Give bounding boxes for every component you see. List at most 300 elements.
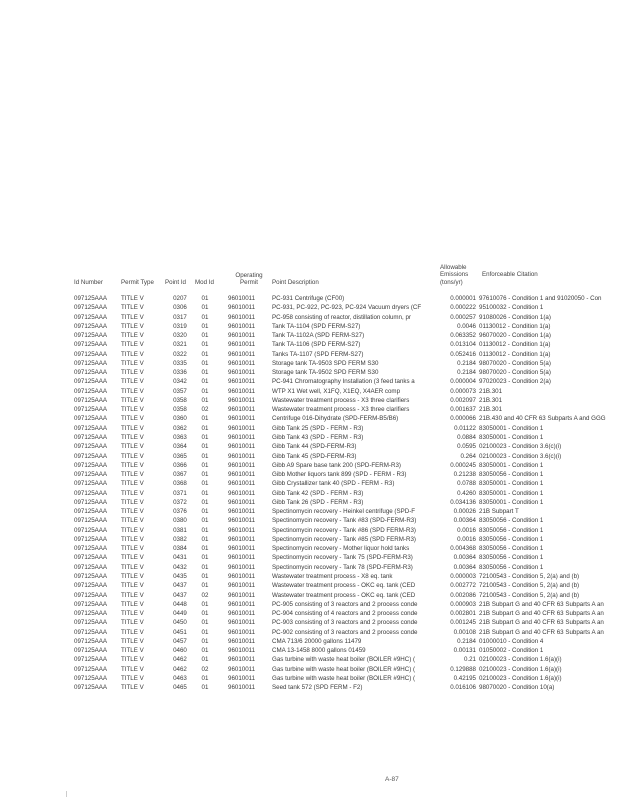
cell-module-id: 01 xyxy=(201,480,209,488)
cell-allowable-emissions: 0.0884 xyxy=(457,433,476,441)
cell-point-id: 0207 xyxy=(173,295,187,302)
cell-enforceable-citation: 83050056 - Condition 1 xyxy=(479,554,544,562)
cell-facility-id: 097125AAA xyxy=(74,433,108,441)
cell-module-id: 01 xyxy=(201,471,209,479)
cell-enforceable-citation: 21B Subpart T xyxy=(479,508,519,516)
cell-point-id: 0319 xyxy=(173,322,187,330)
cell-allowable-emissions: 0.00364 xyxy=(453,517,476,525)
cell-enforceable-citation: 21B Subpart G and 40 CFR 63 Subparts A an xyxy=(479,600,604,608)
cell-facility-id: 097125AAA xyxy=(74,674,108,682)
table-row xyxy=(0,563,618,572)
cell-operating-permit: 96010011 xyxy=(228,452,256,460)
cell-permit-type: TITLE V xyxy=(121,656,144,664)
cell-point-id: 0321 xyxy=(173,341,187,349)
cell-module-id: 01 xyxy=(201,369,209,377)
cell-operating-permit: 96010011 xyxy=(228,674,256,682)
table-row xyxy=(0,433,618,442)
cell-point-description: Centrifuge 016-Dihydrate (SPD-FERM-B5/B6) xyxy=(272,415,399,423)
cell-operating-permit: 96010011 xyxy=(228,600,256,608)
cell-facility-id: 097125AAA xyxy=(74,628,108,636)
cell-enforceable-citation: 72100543 - Condition 5, 2(a) and (b) xyxy=(479,591,580,599)
cell-point-description: Gibb Tank 25 (SPD - FERM - R3) xyxy=(272,424,364,432)
cell-facility-id: 097125AAA xyxy=(74,554,108,562)
cell-permit-type: TITLE V xyxy=(121,508,144,516)
header-module-id: Mod Id xyxy=(195,279,214,286)
cell-permit-type: TITLE V xyxy=(121,600,144,608)
cell-operating-permit: 96010011 xyxy=(228,545,256,553)
cell-point-description: Wastewater treatment process - X8 eq. tank xyxy=(272,572,393,580)
cell-point-id: 0460 xyxy=(173,647,187,655)
table-row xyxy=(0,461,618,470)
cell-point-description: Tank TA-1102A (SPD FERM-S27) xyxy=(272,332,365,340)
table-row xyxy=(0,424,618,433)
cell-facility-id: 097125AAA xyxy=(74,322,108,330)
cell-allowable-emissions: 0.00364 xyxy=(453,563,476,571)
table-row xyxy=(0,609,618,618)
cell-allowable-emissions: 0.42195 xyxy=(453,674,476,682)
cell-facility-id: 097125AAA xyxy=(74,359,108,367)
cell-facility-id: 097125AAA xyxy=(74,415,108,423)
cell-module-id: 01 xyxy=(201,498,209,506)
cell-permit-type: TITLE V xyxy=(121,387,144,395)
cell-permit-type: TITLE V xyxy=(121,619,144,627)
header-allowable-line2: Emissions xyxy=(440,271,469,279)
cell-allowable-emissions: 0.000004 xyxy=(450,378,476,386)
cell-allowable-emissions: 0.2184 xyxy=(457,637,476,645)
cell-point-id: 0335 xyxy=(173,359,187,367)
cell-enforceable-citation: 83050001 - Condition 1 xyxy=(479,489,544,497)
cell-operating-permit: 96010011 xyxy=(228,341,256,349)
cell-point-description: Storage tank TA-9503 SPD FERM S30 xyxy=(272,359,379,367)
cell-permit-type: TITLE V xyxy=(121,359,144,367)
cell-point-id: 0322 xyxy=(173,350,187,358)
cell-facility-id: 097125AAA xyxy=(74,387,108,395)
cell-facility-id: 097125AAA xyxy=(74,424,108,432)
cell-enforceable-citation: 21B.430 and 40 CFR 63 Subparts A and GGG xyxy=(479,415,606,423)
cell-allowable-emissions: 0.004368 xyxy=(450,545,476,553)
cell-point-id: 0357 xyxy=(173,387,187,395)
table-row xyxy=(0,340,618,349)
cell-permit-type: TITLE V xyxy=(121,304,144,312)
cell-point-description: Spectinomycin recovery - Tank #86 (SPD FERM-R3) xyxy=(272,526,416,534)
cell-allowable-emissions: 0.0788 xyxy=(457,480,476,488)
cell-point-description: Tank TA-1104 (SPD FERM-S27) xyxy=(272,322,361,330)
cell-point-description: Spectinomycin recovery - Mother liquor hold tanks xyxy=(272,545,410,553)
cell-allowable-emissions: 0.21238 xyxy=(453,471,476,479)
table-row xyxy=(0,637,618,646)
cell-module-id: 01 xyxy=(201,378,209,386)
cell-point-description: CMA 713/6 20000 gallons 11479 xyxy=(272,637,362,645)
cell-permit-type: TITLE V xyxy=(121,295,144,302)
cell-point-description: PC-941 Chromatography Installation (3 feed tanks a xyxy=(272,378,415,386)
cell-point-description: PC-931 Centrifuge (CF00) xyxy=(272,295,345,302)
cell-module-id: 01 xyxy=(201,350,209,358)
cell-enforceable-citation: 83050001 - Condition 1 xyxy=(479,424,544,432)
cell-operating-permit: 96010011 xyxy=(228,619,256,627)
cell-point-id: 0380 xyxy=(173,517,187,525)
cell-enforceable-citation: 01130012 - Condition 1(a) xyxy=(479,350,551,358)
header-operating-permit-line1: Operating xyxy=(235,272,263,279)
cell-module-id: 01 xyxy=(201,359,209,367)
cell-enforceable-citation: 83050056 - Condition 1 xyxy=(479,535,544,543)
cell-allowable-emissions: 0.002086 xyxy=(450,591,476,599)
cell-point-id: 0320 xyxy=(173,332,187,340)
table-row xyxy=(0,442,618,451)
cell-operating-permit: 96010011 xyxy=(228,684,256,692)
cell-module-id: 01 xyxy=(201,674,209,682)
cell-enforceable-citation: 83050001 - Condition 1 xyxy=(479,461,544,469)
cell-enforceable-citation: 83050056 - Condition 1 xyxy=(479,545,544,553)
cell-enforceable-citation: 97020023 - Condition 2(a) xyxy=(479,378,551,386)
cell-operating-permit: 96010011 xyxy=(228,628,256,636)
table-row xyxy=(0,368,618,377)
table-row xyxy=(0,479,618,488)
cell-module-id: 01 xyxy=(201,637,209,645)
cell-enforceable-citation: 83050001 - Condition 1 xyxy=(479,433,544,441)
cell-point-id: 0450 xyxy=(173,619,187,627)
cell-facility-id: 097125AAA xyxy=(74,295,108,302)
cell-module-id: 01 xyxy=(201,508,209,516)
table-row xyxy=(0,359,618,368)
cell-point-id: 0381 xyxy=(173,526,187,534)
table-row xyxy=(0,535,618,544)
cell-permit-type: TITLE V xyxy=(121,517,144,525)
cell-allowable-emissions: 0.00364 xyxy=(453,554,476,562)
cell-facility-id: 097125AAA xyxy=(74,461,108,469)
cell-module-id: 01 xyxy=(201,647,209,655)
cell-operating-permit: 96010011 xyxy=(228,461,256,469)
cell-point-description: PC-903 consisting of 3 reactors and 2 process conde xyxy=(272,619,418,627)
cell-point-id: 0432 xyxy=(173,563,187,571)
table-row xyxy=(0,553,618,562)
cell-point-id: 0382 xyxy=(173,535,187,543)
cell-facility-id: 097125AAA xyxy=(74,600,108,608)
cell-permit-type: TITLE V xyxy=(121,471,144,479)
cell-facility-id: 097125AAA xyxy=(74,610,108,618)
cell-allowable-emissions: 0.002772 xyxy=(450,582,476,590)
cell-operating-permit: 96010011 xyxy=(228,415,256,423)
cell-point-description: Gibb A9 Spare base tank 200 (SPD-FERM-R3) xyxy=(272,461,401,469)
cell-facility-id: 097125AAA xyxy=(74,508,108,516)
cell-module-id: 02 xyxy=(201,591,209,599)
cell-point-id: 0462 xyxy=(173,656,187,664)
cell-point-description: Wastewater treatment process - OKC eq. tank (CED xyxy=(272,591,416,599)
table-row xyxy=(0,618,618,627)
cell-operating-permit: 96010011 xyxy=(228,656,256,664)
cell-permit-type: TITLE V xyxy=(121,369,144,377)
cell-permit-type: TITLE V xyxy=(121,665,144,673)
table-row xyxy=(0,405,618,414)
cell-allowable-emissions: 0.4260 xyxy=(457,489,476,497)
cell-allowable-emissions: 0.000903 xyxy=(450,600,476,608)
cell-module-id: 01 xyxy=(201,572,209,580)
cell-enforceable-citation: 21B.301 xyxy=(479,406,503,414)
cell-module-id: 01 xyxy=(201,489,209,497)
cell-facility-id: 097125AAA xyxy=(74,332,108,340)
cell-operating-permit: 96010011 xyxy=(228,295,256,302)
cell-point-description: Gibb Tank 42 (SPD - FERM - R3) xyxy=(272,489,364,497)
cell-permit-type: TITLE V xyxy=(121,452,144,460)
cell-point-id: 0462 xyxy=(173,665,187,673)
table-row xyxy=(0,303,618,312)
cell-permit-type: TITLE V xyxy=(121,489,144,497)
cell-module-id: 01 xyxy=(201,415,209,423)
cell-enforceable-citation: 01130012 - Condition 1(a) xyxy=(479,322,551,330)
cell-facility-id: 097125AAA xyxy=(74,582,108,590)
table-row xyxy=(0,350,618,359)
cell-module-id: 01 xyxy=(201,545,209,553)
cell-enforceable-citation: 21B Subpart G and 40 CFR 63 Subparts A an xyxy=(479,610,604,618)
cell-facility-id: 097125AAA xyxy=(74,341,108,349)
cell-point-id: 0371 xyxy=(173,489,187,497)
cell-point-description: Seed tank 572 (SPD FERM - F2) xyxy=(272,684,363,692)
cell-facility-id: 097125AAA xyxy=(74,406,108,414)
cell-facility-id: 097125AAA xyxy=(74,591,108,599)
cell-point-id: 0465 xyxy=(173,684,187,692)
cell-operating-permit: 96010011 xyxy=(228,480,256,488)
cell-enforceable-citation: 83050056 - Condition 1 xyxy=(479,517,544,525)
cell-module-id: 01 xyxy=(201,619,209,627)
cell-permit-type: TITLE V xyxy=(121,591,144,599)
cell-permit-type: TITLE V xyxy=(121,535,144,543)
cell-enforceable-citation: 02100023 - Condition 1.6(a)(i) xyxy=(479,674,562,682)
cell-module-id: 01 xyxy=(201,610,209,618)
cell-operating-permit: 96010011 xyxy=(228,637,256,645)
cell-operating-permit: 96010011 xyxy=(228,554,256,562)
cell-enforceable-citation: 83050056 - Condition 1 xyxy=(479,471,544,479)
cell-facility-id: 097125AAA xyxy=(74,480,108,488)
cell-permit-type: TITLE V xyxy=(121,674,144,682)
cell-point-id: 0363 xyxy=(173,433,187,441)
cell-operating-permit: 96010011 xyxy=(228,369,256,377)
table-row xyxy=(0,498,618,507)
cell-permit-type: TITLE V xyxy=(121,322,144,330)
table-row xyxy=(0,600,618,609)
header-facility-id: Id Number xyxy=(74,279,103,286)
cell-point-id: 0317 xyxy=(173,313,187,321)
header-allowable-line3: (tons/yr) xyxy=(440,278,463,286)
cell-operating-permit: 96010011 xyxy=(228,387,256,395)
cell-module-id: 01 xyxy=(201,656,209,664)
table-row xyxy=(0,516,618,525)
table-row xyxy=(0,331,618,340)
cell-point-description: PC-904 consisting of 4 reactors and 2 process conde xyxy=(272,610,418,618)
cell-module-id: 01 xyxy=(201,582,209,590)
cell-point-description: Wastewater treatment process - X3 three clarifiers xyxy=(272,396,410,404)
cell-permit-type: TITLE V xyxy=(121,628,144,636)
page-number: A-87 xyxy=(385,776,399,783)
cell-module-id: 01 xyxy=(201,563,209,571)
cell-facility-id: 097125AAA xyxy=(74,535,108,543)
cell-module-id: 02 xyxy=(201,665,209,673)
table-row xyxy=(0,591,618,600)
cell-allowable-emissions: 0.000245 xyxy=(450,461,476,469)
cell-permit-type: TITLE V xyxy=(121,443,144,451)
cell-point-description: Gibb Tank 45 (SPD-FERM-R3) xyxy=(272,452,357,460)
cell-permit-type: TITLE V xyxy=(121,498,144,506)
cell-operating-permit: 96010011 xyxy=(228,535,256,543)
cell-enforceable-citation: 21B Subpart G and 40 CFR 63 Subparts A an xyxy=(479,628,604,636)
table-row xyxy=(0,665,618,674)
cell-facility-id: 097125AAA xyxy=(74,656,108,664)
cell-point-description: WTP X1 Wet well, X1FQ, X1EQ, X4AER comp xyxy=(272,387,401,395)
table-row xyxy=(0,646,618,655)
cell-module-id: 01 xyxy=(201,313,209,321)
cell-point-id: 0362 xyxy=(173,424,187,432)
cell-enforceable-citation: 83050056 - Condition 1 xyxy=(479,526,544,534)
cell-facility-id: 097125AAA xyxy=(74,396,108,404)
cell-module-id: 01 xyxy=(201,461,209,469)
cell-facility-id: 097125AAA xyxy=(74,665,108,673)
cell-operating-permit: 96010011 xyxy=(228,304,256,312)
cell-permit-type: TITLE V xyxy=(121,433,144,441)
cell-operating-permit: 96010011 xyxy=(228,350,256,358)
cell-point-id: 0360 xyxy=(173,415,187,423)
cell-operating-permit: 96010011 xyxy=(228,508,256,516)
cell-module-id: 01 xyxy=(201,628,209,636)
cell-module-id: 01 xyxy=(201,396,209,404)
cell-permit-type: TITLE V xyxy=(121,350,144,358)
cell-operating-permit: 96010011 xyxy=(228,443,256,451)
cell-point-description: Spectinomycin recovery - Tank 75 (SPD-FERM-R3) xyxy=(272,554,413,562)
cell-point-description: Wastewater treatment process - OKC eq. tank (CED xyxy=(272,582,416,590)
cell-point-id: 0437 xyxy=(173,582,187,590)
cell-permit-type: TITLE V xyxy=(121,415,144,423)
cell-facility-id: 097125AAA xyxy=(74,619,108,627)
cell-enforceable-citation: 96070020 - Condition 1(a) xyxy=(479,332,551,340)
cell-permit-type: TITLE V xyxy=(121,396,144,404)
cell-operating-permit: 96010011 xyxy=(228,489,256,497)
cell-point-description: PC-931, PC-922, PC-923, PC-924 Vacuum dryers (CF xyxy=(272,304,422,312)
cell-point-description: Tank TA-1106 (SPD FERM-S27) xyxy=(272,341,361,349)
cell-point-id: 0463 xyxy=(173,674,187,682)
table-row xyxy=(0,452,618,461)
cell-allowable-emissions: 0.001637 xyxy=(450,406,476,414)
cell-point-description: Storage tank TA-9502 SPD FERM S30 xyxy=(272,369,379,377)
cell-allowable-emissions: 0.01122 xyxy=(454,424,476,432)
cell-enforceable-citation: 01050002 - Condition 1 xyxy=(479,647,544,655)
cell-allowable-emissions: 0.000257 xyxy=(450,313,476,321)
cell-enforceable-citation: 83050001 - Condition 1 xyxy=(479,480,544,488)
cell-enforceable-citation: 83050001 - Condition 1 xyxy=(479,498,544,506)
cell-module-id: 01 xyxy=(201,304,209,312)
cell-facility-id: 097125AAA xyxy=(74,350,108,358)
cell-allowable-emissions: 0.063352 xyxy=(450,332,476,340)
cell-point-id: 0364 xyxy=(173,443,187,451)
cell-facility-id: 097125AAA xyxy=(74,498,108,506)
cell-point-description: Gibb Mother liquors tank 899 (SPD - FERM - R3) xyxy=(272,471,407,479)
cell-enforceable-citation: 21B.301 xyxy=(479,396,503,404)
cell-permit-type: TITLE V xyxy=(121,480,144,488)
cell-point-id: 0358 xyxy=(173,406,187,414)
table-row xyxy=(0,572,618,581)
cell-permit-type: TITLE V xyxy=(121,313,144,321)
header-operating-permit xyxy=(226,272,272,287)
table-row xyxy=(0,377,618,386)
cell-permit-type: TITLE V xyxy=(121,684,144,692)
cell-facility-id: 097125AAA xyxy=(74,378,108,386)
cell-operating-permit: 96010011 xyxy=(228,313,256,321)
cell-module-id: 01 xyxy=(201,600,209,608)
cell-module-id: 01 xyxy=(201,554,209,562)
cell-allowable-emissions: 0.0046 xyxy=(457,322,476,330)
cell-operating-permit: 96010011 xyxy=(228,471,256,479)
cell-allowable-emissions: 0.000222 xyxy=(450,304,476,312)
cell-point-description: Gas turbine with waste heat boiler (BOILER #9HC) ( xyxy=(272,656,416,664)
header-enforceable-citation: Enforceable Citation xyxy=(482,271,538,278)
cell-facility-id: 097125AAA xyxy=(74,563,108,571)
cell-point-id: 0366 xyxy=(173,461,187,469)
cell-point-id: 0451 xyxy=(173,628,187,636)
cell-operating-permit: 96010011 xyxy=(228,322,256,330)
cell-facility-id: 097125AAA xyxy=(74,443,108,451)
cell-permit-type: TITLE V xyxy=(121,563,144,571)
cell-point-description: Gibb Tank 26 (SPD - FERM - R3) xyxy=(272,498,364,506)
cell-module-id: 01 xyxy=(201,341,209,349)
cell-facility-id: 097125AAA xyxy=(74,369,108,377)
cell-operating-permit: 96010011 xyxy=(228,610,256,618)
cell-point-id: 0358 xyxy=(173,396,187,404)
cell-enforceable-citation: 98070020 - Condition 5(a) xyxy=(479,359,551,367)
cell-point-id: 0336 xyxy=(173,369,187,377)
cell-point-description: Wastewater treatment process - X3 three clarifiers xyxy=(272,406,410,414)
cell-enforceable-citation: 72100543 - Condition 5, 2(a) and (b) xyxy=(479,572,580,580)
header-point-id: Point Id xyxy=(165,279,186,286)
table-row xyxy=(0,674,618,683)
header-point-description: Point Description xyxy=(272,279,319,286)
cell-allowable-emissions: 0.2184 xyxy=(457,359,476,367)
cell-operating-permit: 96010011 xyxy=(228,563,256,571)
header-allowable-emissions xyxy=(440,264,468,286)
cell-point-id: 0431 xyxy=(173,554,187,562)
cell-point-id: 0448 xyxy=(173,600,187,608)
cell-point-description: Gas turbine with waste heat boiler (BOILER #9HC) ( xyxy=(272,665,416,673)
cell-permit-type: TITLE V xyxy=(121,582,144,590)
cell-module-id: 01 xyxy=(201,535,209,543)
cell-allowable-emissions: 0.264 xyxy=(460,452,476,460)
cell-point-id: 0368 xyxy=(173,480,187,488)
header-operating-permit-line2: Permit xyxy=(240,279,258,287)
cell-operating-permit: 96010011 xyxy=(228,582,256,590)
cell-operating-permit: 96010011 xyxy=(228,406,256,414)
table-row xyxy=(0,683,618,692)
cell-allowable-emissions: 0.013104 xyxy=(450,341,476,349)
table-row xyxy=(0,387,618,396)
cell-enforceable-citation: 02100023 - Condition 1.6(a)(i) xyxy=(479,665,562,673)
cell-permit-type: TITLE V xyxy=(121,424,144,432)
cell-point-description: Tanks TA-1107 (SPD FERM-S27) xyxy=(272,350,364,358)
cell-permit-type: TITLE V xyxy=(121,378,144,386)
cell-module-id: 02 xyxy=(201,406,209,414)
cell-module-id: 01 xyxy=(201,387,209,395)
cell-allowable-emissions: 0.000001 xyxy=(450,295,476,302)
cell-permit-type: TITLE V xyxy=(121,341,144,349)
cell-point-id: 0457 xyxy=(173,637,187,645)
cell-module-id: 01 xyxy=(201,433,209,441)
cell-facility-id: 097125AAA xyxy=(74,313,108,321)
cell-point-description: Spectinomycin recovery - Tank #83 (SPD-FERM-R3) xyxy=(272,517,417,525)
table-row xyxy=(0,294,618,303)
cell-module-id: 01 xyxy=(201,332,209,340)
cell-module-id: 01 xyxy=(201,526,209,534)
cell-point-description: Gas turbine with waste heat boiler (BOILER #9HC) ( xyxy=(272,674,416,682)
cell-point-id: 0306 xyxy=(173,304,187,312)
cell-point-description: CMA 13-1458 8000 gallons 01459 xyxy=(272,647,366,655)
cell-facility-id: 097125AAA xyxy=(74,647,108,655)
cell-operating-permit: 96010011 xyxy=(228,424,256,432)
cell-point-description: Spectinomycin recovery - Tank #85 (SPD FERM-R3) xyxy=(272,535,416,543)
cell-point-id: 0376 xyxy=(173,508,187,516)
